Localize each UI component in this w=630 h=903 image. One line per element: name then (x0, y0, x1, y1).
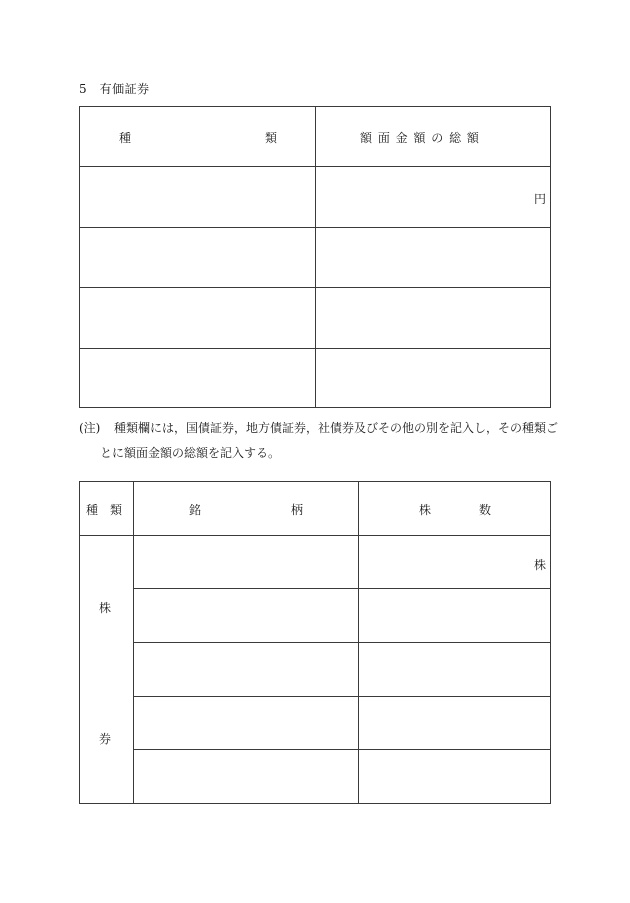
securities-amount-table (79, 106, 551, 408)
header-brand-right: 柄 (291, 503, 304, 517)
table-row-divider (133, 588, 551, 589)
note-line-1: 種類欄には，国債証券，地方債証券，社債券及びその他の別を記入し，その種類ご (114, 421, 559, 435)
header-shares-right: 数 (479, 503, 492, 517)
header-brand-left: 銘 (189, 503, 202, 517)
table-border-bottom (79, 803, 551, 804)
table-row-divider (133, 749, 551, 750)
header-shares-left: 株 (419, 503, 432, 517)
note-line-2: とに額面金額の総額を記入する。 (100, 446, 281, 460)
category-stock-bottom: 券 (99, 732, 112, 746)
table-border-right (550, 481, 551, 804)
header-type: 種 類 (86, 503, 123, 517)
header-type-right: 類 (265, 131, 278, 145)
header-type-left: 種 (119, 131, 132, 145)
table-row-divider (133, 642, 551, 643)
table-row-divider (133, 696, 551, 697)
table-border-left (79, 481, 80, 804)
header-amount-total: 額 面 金 額 の 総 額 (360, 131, 480, 145)
table-column-divider (315, 106, 316, 408)
table-border-right (550, 106, 551, 408)
category-stock-top: 株 (99, 601, 112, 615)
section-title: 5 有価証券 (79, 82, 150, 96)
unit-shares: 株 (534, 558, 547, 572)
table-border-top (79, 481, 551, 482)
table-border-left (79, 106, 80, 408)
stocks-table (79, 481, 551, 804)
unit-yen: 円 (534, 192, 547, 206)
table-header-divider (79, 535, 551, 536)
table-column-divider (358, 481, 359, 804)
note-prefix: (注) (79, 421, 101, 435)
table-column-divider (133, 481, 134, 804)
